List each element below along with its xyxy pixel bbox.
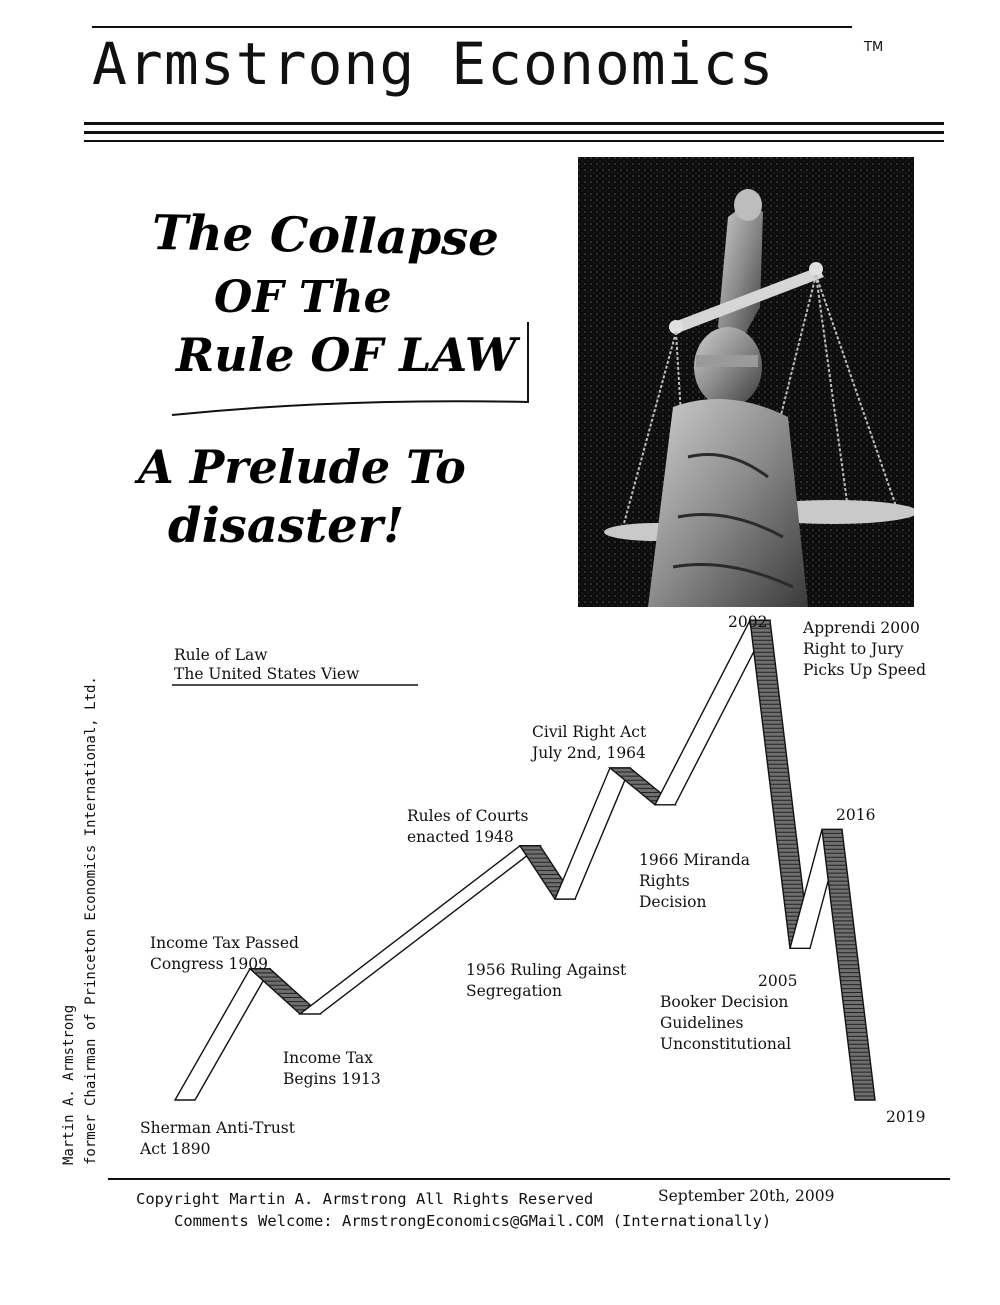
footer-date: September 20th, 2009 [658, 1187, 835, 1205]
footer-comments: Comments Welcome: ArmstrongEconomics@GMail.COM (Internationally) [174, 1212, 772, 1230]
label-apprendi: Apprendi 2000 Right to Jury Picks Up Speed [803, 619, 927, 679]
label-miranda-1966: 1966 Miranda Rights Decision [639, 851, 750, 911]
bottom-rule [108, 1178, 950, 1180]
footer-copyright: Copyright Martin A. Armstrong All Rights Reserved [136, 1190, 594, 1208]
trademark-mark: TM [864, 40, 884, 55]
headline-line-1: The Collapse [151, 204, 500, 268]
chart-title-line-1: Rule of Law [174, 646, 268, 664]
label-civil-rights-1964: Civil Right Act July 2nd, 1964 [532, 723, 647, 762]
label-income-tax-1909: Income Tax Passed Congress 1909 [150, 934, 299, 973]
side-credit-title: former Chairman of Princeton Economics International, Ltd. [83, 676, 99, 1165]
masthead-title: Armstrong Economics [92, 30, 775, 98]
label-income-tax-1913: Income Tax Begins 1913 [283, 1049, 381, 1088]
ribbon-segment-rising [555, 768, 630, 899]
label-segregation-1956: 1956 Ruling Against Segregation [466, 961, 627, 1000]
headline-line-2: OF The [214, 272, 392, 323]
label-2019: 2019 [886, 1108, 926, 1126]
chart-title-line-2: The United States View [174, 665, 360, 683]
headline-line-3: Rule OF LAW [176, 328, 517, 382]
label-booker-2005: 2005 Booker Decision Guidelines Unconstitutional [660, 972, 798, 1053]
label-2016: 2016 [836, 806, 876, 824]
label-rules-of-courts-1948: Rules of Courts enacted 1948 [407, 807, 529, 846]
label-sherman-1890: Sherman Anti-Trust Act 1890 [140, 1119, 295, 1158]
subheadline-line-1: A Prelude To [138, 440, 466, 494]
label-2002: 2002 [728, 613, 768, 631]
subheadline-line-2: disaster! [168, 498, 405, 554]
ribbon-segment-rising [175, 969, 270, 1100]
side-credit-name: Martin A. Armstrong [61, 1004, 77, 1165]
